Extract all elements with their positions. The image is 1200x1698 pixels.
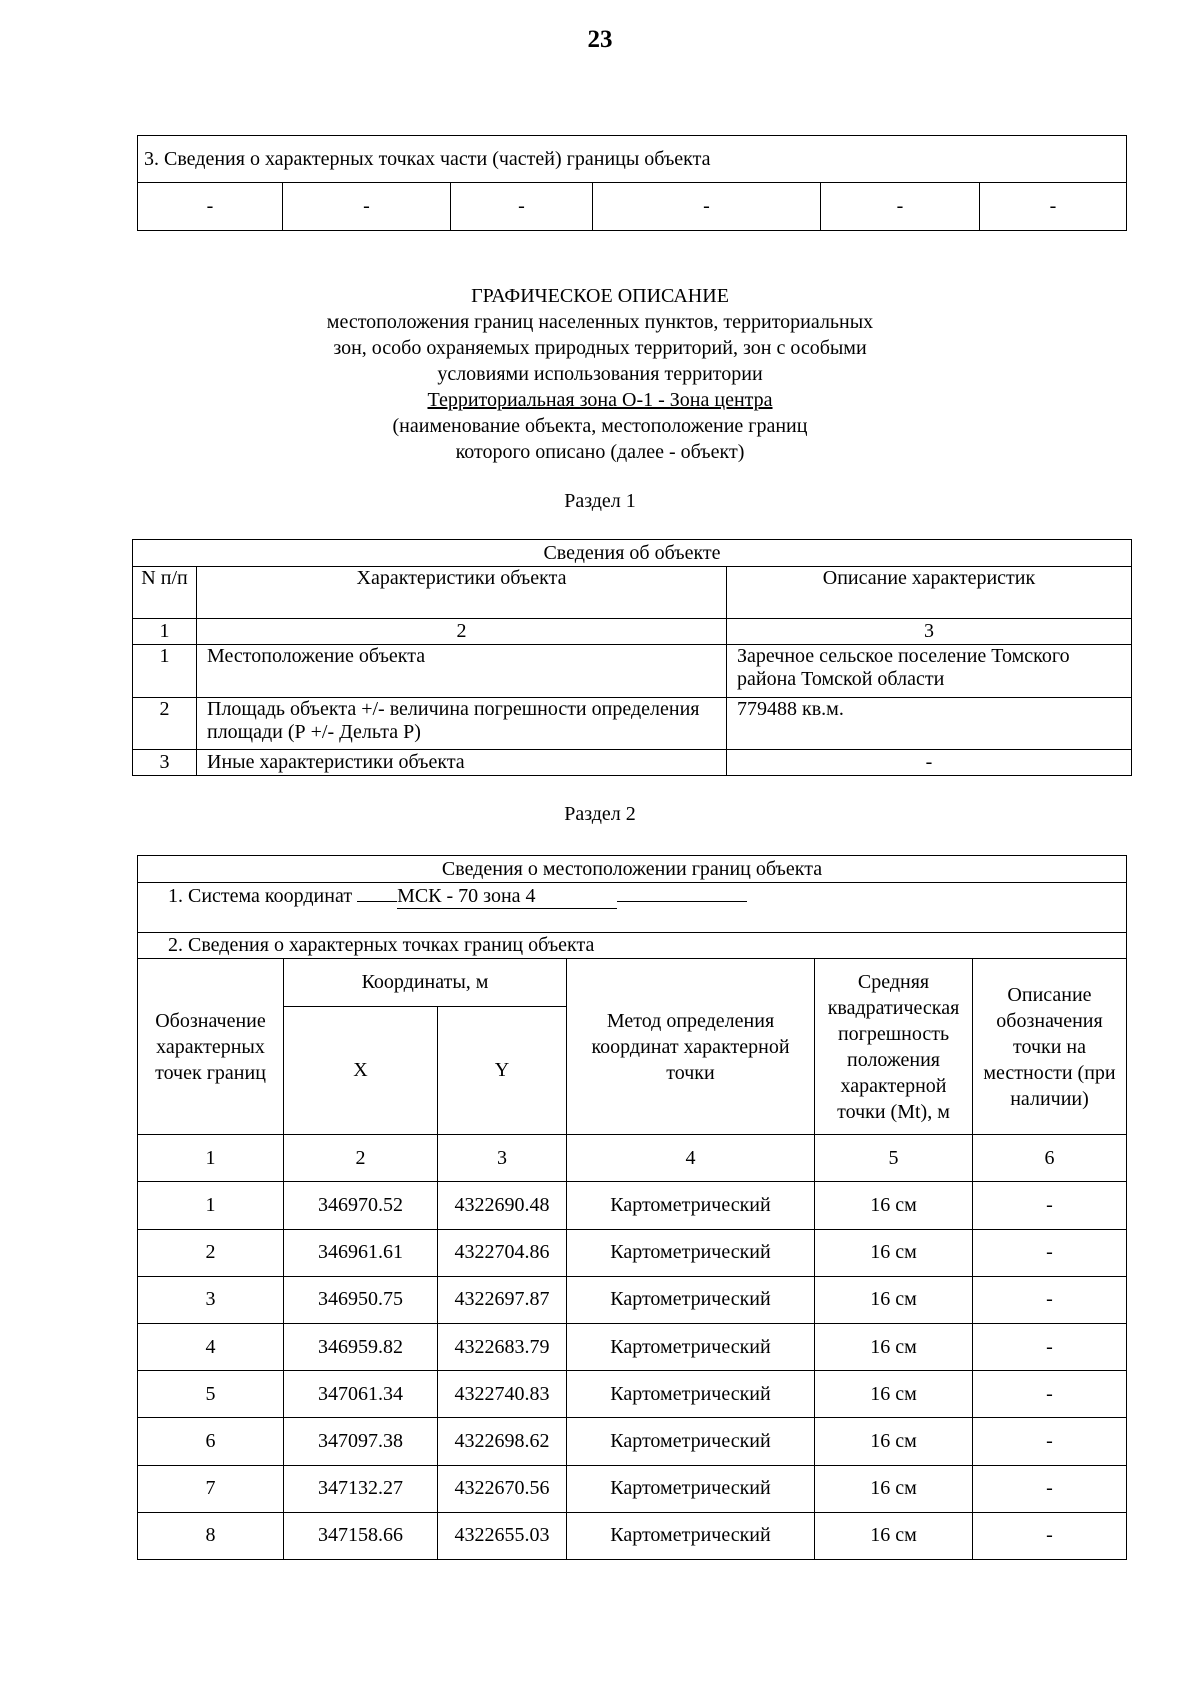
point-n-cell: 5 [138, 1371, 284, 1418]
index-cell: 3 [438, 1135, 567, 1182]
point-mt-cell: 16 см [815, 1512, 973, 1559]
point-x-cell: 347061.34 [284, 1371, 438, 1418]
point-desc-cell: - [973, 1512, 1127, 1559]
row-num: 2 [133, 697, 197, 749]
graphic-description-line: условиями использования территории [437, 363, 763, 385]
object-name-note: (наименование объекта, местоположение границ [392, 415, 808, 437]
point-desc-cell: - [973, 1182, 1127, 1229]
point-x-cell: 347097.38 [284, 1418, 438, 1465]
object-name-note: которого описано (далее - объект) [455, 441, 745, 463]
row-description: - [727, 749, 1132, 775]
point-y-cell: 4322655.03 [438, 1512, 567, 1559]
row-num: 1 [133, 645, 197, 697]
point-y-cell: 4322697.87 [438, 1276, 567, 1323]
object-info-table [132, 539, 1132, 776]
part-cell: - [980, 183, 1127, 231]
point-x-cell: 346961.61 [284, 1229, 438, 1276]
row-characteristic: Площадь объекта +/- величина погрешности определения площади (Р +/- Дельта Р) [197, 697, 727, 749]
table-row [138, 1371, 1127, 1418]
points-heading: 2. Сведения о характерных точках границ объекта [138, 933, 1127, 959]
object-info-title: Сведения об объекте [133, 540, 1132, 567]
point-method-cell: Картометрический [567, 1465, 815, 1512]
point-n-cell: 2 [138, 1229, 284, 1276]
boundary-points-table [137, 855, 1127, 1560]
header-y: Y [438, 1006, 567, 1135]
header-x: X [284, 1006, 438, 1135]
header-designation: Обозначение характерных точек границ [138, 959, 284, 1135]
point-y-cell: 4322704.86 [438, 1229, 567, 1276]
point-mt-cell: 16 см [815, 1229, 973, 1276]
part-cell: - [283, 183, 451, 231]
point-desc-cell: - [973, 1371, 1127, 1418]
table-row [138, 1182, 1127, 1229]
table-row [138, 1323, 1127, 1370]
point-desc-cell: - [973, 1418, 1127, 1465]
index-cell: 6 [973, 1135, 1127, 1182]
coordinate-system-value: МСК - 70 зона 4 [397, 885, 617, 909]
header-point-description: Описание обозначения точки на местности (при наличии) [973, 959, 1127, 1135]
point-n-cell: 7 [138, 1465, 284, 1512]
graphic-description-title: ГРАФИЧЕСКОЕ ОПИСАНИЕ [471, 285, 729, 307]
header-method: Метод определения координат характерной точки [567, 959, 815, 1135]
page-number: 23 [587, 26, 613, 53]
point-mt-cell: 16 см [815, 1182, 973, 1229]
row-description: Заречное сельское поселение Томского района Томской области [727, 645, 1132, 697]
row-description: 779488 кв.м. [727, 697, 1132, 749]
table-row [138, 1465, 1127, 1512]
index-cell: 2 [284, 1135, 438, 1182]
point-n-cell: 8 [138, 1512, 284, 1559]
row-num: 3 [133, 749, 197, 775]
index-cell: 3 [727, 619, 1132, 645]
coordinate-system-label: 1. Система координат [168, 885, 353, 908]
point-mt-cell: 16 см [815, 1323, 973, 1370]
graphic-description-line: местоположения границ населенных пунктов, территориальных [326, 311, 874, 333]
point-desc-cell: - [973, 1276, 1127, 1323]
part-cell: - [821, 183, 980, 231]
point-method-cell: Картометрический [567, 1276, 815, 1323]
point-n-cell: 6 [138, 1418, 284, 1465]
index-cell: 2 [197, 619, 727, 645]
point-mt-cell: 16 см [815, 1465, 973, 1512]
row-characteristic: Местоположение объекта [197, 645, 727, 697]
point-n-cell: 3 [138, 1276, 284, 1323]
point-x-cell: 347132.27 [284, 1465, 438, 1512]
point-y-cell: 4322683.79 [438, 1323, 567, 1370]
point-mt-cell: 16 см [815, 1371, 973, 1418]
header-num: N п/п [133, 567, 197, 619]
point-method-cell: Картометрический [567, 1512, 815, 1559]
part-cell: - [593, 183, 821, 231]
section1-label: Раздел 1 [564, 490, 636, 512]
table-row [138, 1229, 1127, 1276]
point-method-cell: Картометрический [567, 1182, 815, 1229]
index-cell: 1 [133, 619, 197, 645]
part-points-table [137, 135, 1127, 231]
point-method-cell: Картометрический [567, 1229, 815, 1276]
object-name: Территориальная зона О-1 - Зона центра [427, 389, 773, 411]
coordinate-system-row [138, 883, 1127, 933]
index-cell: 4 [567, 1135, 815, 1182]
graphic-description-line: зон, особо охраняемых природных территорий, зон с особыми [333, 337, 867, 359]
point-mt-cell: 16 см [815, 1418, 973, 1465]
table-row [138, 1418, 1127, 1465]
part-cell: - [138, 183, 283, 231]
point-y-cell: 4322670.56 [438, 1465, 567, 1512]
part-table-heading: 3. Сведения о характерных точках части (частей) границы объекта [138, 136, 1127, 183]
header-characteristics: Характеристики объекта [197, 567, 727, 619]
point-y-cell: 4322690.48 [438, 1182, 567, 1229]
index-cell: 1 [138, 1135, 284, 1182]
point-x-cell: 346970.52 [284, 1182, 438, 1229]
point-n-cell: 1 [138, 1182, 284, 1229]
point-method-cell: Картометрический [567, 1371, 815, 1418]
section2-label: Раздел 2 [564, 803, 636, 825]
index-cell: 5 [815, 1135, 973, 1182]
point-x-cell: 346959.82 [284, 1323, 438, 1370]
point-mt-cell: 16 см [815, 1276, 973, 1323]
point-y-cell: 4322698.62 [438, 1418, 567, 1465]
point-n-cell: 4 [138, 1323, 284, 1370]
point-x-cell: 346950.75 [284, 1276, 438, 1323]
point-desc-cell: - [973, 1323, 1127, 1370]
boundary-table-title: Сведения о местоположении границ объекта [138, 856, 1127, 883]
point-method-cell: Картометрический [567, 1323, 815, 1370]
table-row [138, 1512, 1127, 1559]
header-coordinates: Координаты, м [284, 959, 567, 1006]
point-desc-cell: - [973, 1465, 1127, 1512]
header-description: Описание характеристик [727, 567, 1132, 619]
point-method-cell: Картометрический [567, 1418, 815, 1465]
point-desc-cell: - [973, 1229, 1127, 1276]
point-x-cell: 347158.66 [284, 1512, 438, 1559]
point-y-cell: 4322740.83 [438, 1371, 567, 1418]
part-cell: - [451, 183, 593, 231]
table-row [138, 1276, 1127, 1323]
row-characteristic: Иные характеристики объекта [197, 749, 727, 775]
header-error: Средняя квадратическая погрешность положения характерной точки (Mt), м [815, 959, 973, 1135]
